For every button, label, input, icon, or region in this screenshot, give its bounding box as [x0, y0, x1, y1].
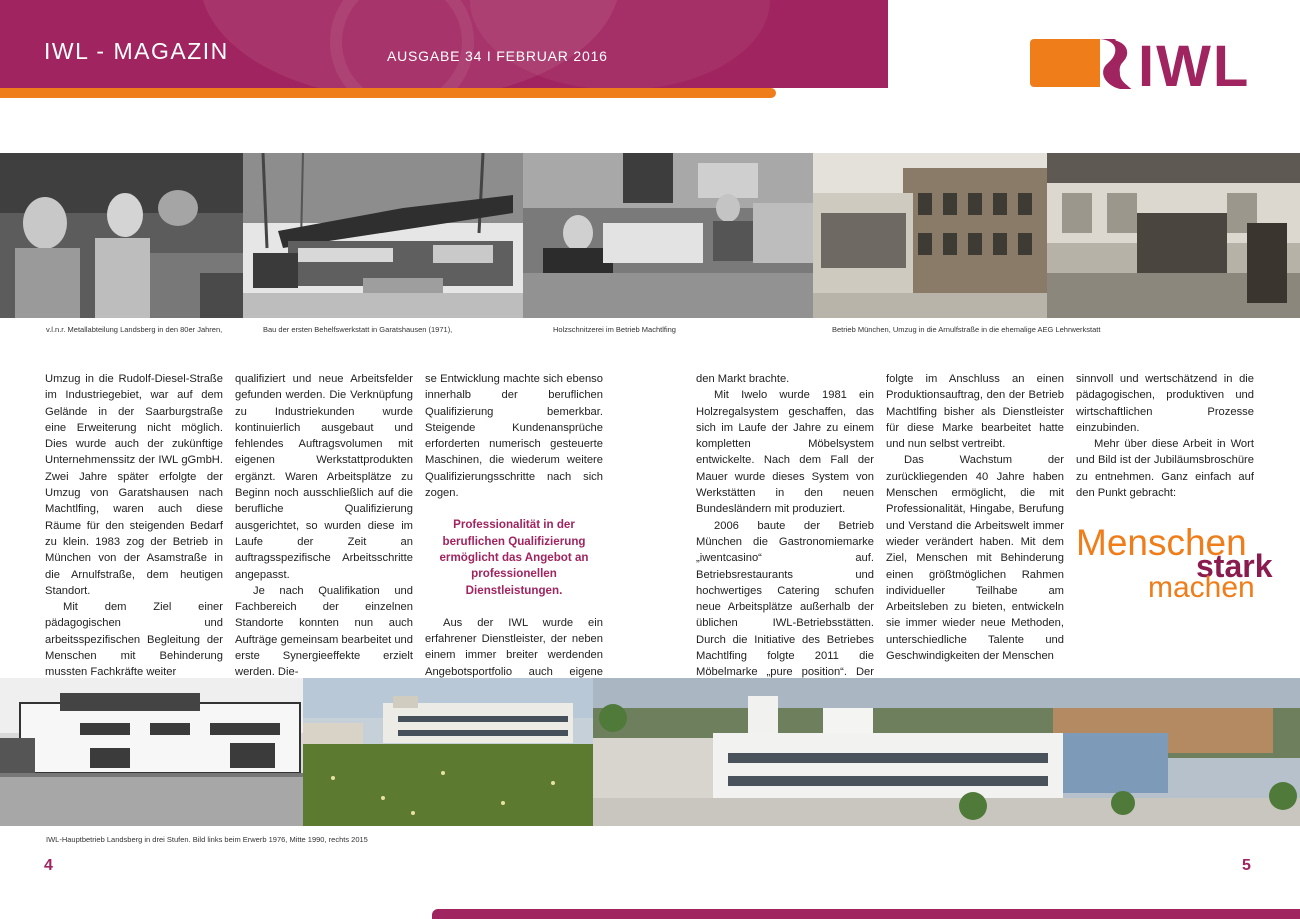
slogan-menschen: Menschen: [1076, 522, 1247, 563]
photo-metal-department: [0, 153, 243, 318]
paragraph: Aus der IWL wurde ein erfahrener Dienstleister, der neben einem immer breiter werdenden Angebotsportfolio auch eigene: [425, 616, 603, 678]
logo-text: IWL: [1138, 34, 1251, 99]
paragraph: Mit dem Ziel einer pädagogischen und arbeitsspezifischen Begleitung der Menschen mit Behinderung mussten Fachkräfte weiter: [45, 601, 223, 679]
article-column-6: [1076, 371, 1254, 501]
paragraph: den Markt brachte.: [696, 373, 790, 385]
article-column-5: [886, 371, 1064, 664]
page-number-left: 4: [44, 857, 53, 874]
slogan-machen: machen: [1148, 571, 1255, 604]
header-orange-stripe: [0, 88, 776, 98]
photo-first-workshop-construction: [243, 153, 523, 318]
caption-first-workshop: Bau der ersten Behelfswerkstatt in Garatshausen (1971),: [263, 325, 453, 334]
paragraph: Mit Iwelo wurde 1981 ein Holzregalsystem geschaffen, das sich im Laufe der Jahre zu einem kompletten Möbelsystem entwickelte. Nach dem Fall der Mauer wurde dieses System von Werkstätten in den neuen Bundesländern mit produziert.: [696, 389, 874, 516]
magazine-title: IWL - MAGAZIN: [44, 38, 229, 64]
page-number-right: 5: [1242, 857, 1251, 874]
photo-wood-carving-workshop: [523, 153, 813, 318]
iwl-logo: [1030, 34, 1251, 99]
paragraph: sinnvoll und wertschätzend in die pädagogischen, produktiven und wirtschaftlichen Prozesse einzubinden.: [1076, 373, 1254, 434]
photo-landsberg-2015: [593, 678, 1300, 826]
photo-munich-aeg-building: [813, 153, 1047, 318]
article-column-4: [696, 371, 874, 697]
article-column-1: [45, 371, 223, 681]
caption-landsberg-stages: IWL-Hauptbetrieb Landsberg in drei Stufen. Bild links beim Erwerb 1976, Mitte 1990, rechts 2015: [46, 835, 368, 844]
photo-landsberg-1976: [0, 678, 303, 826]
article-column-3: [425, 371, 603, 696]
photo-aeg-workshop-interior: [1047, 153, 1300, 318]
issue-label: AUSGABE 34 I FEBRUAR 2016: [387, 48, 608, 64]
footer-band: [432, 909, 1300, 919]
photo-landsberg-1990: [303, 678, 593, 826]
highlight-quote: Professionalität in der beruflichen Qualifizierung ermöglicht das Angebot an professionellen Dienstleistungen.: [439, 518, 589, 597]
paragraph: Je nach Qualifikation und Fachbereich der einzelnen Standorte konnten nun auch Aufträge gemeinsam bearbeitet und erste Synergieeffekte erzielt werden. Die-: [235, 584, 413, 679]
paragraph: folgte im Anschluss an einen Produktionsauftrag, den der Betrieb Machtlfing bisher als Dienstleister für diese Marke bearbeitet hatte und nun selbst vertreibt.: [886, 373, 1064, 451]
paragraph: qualifiziert und neue Arbeitsfelder gefunden werden. Die Verknüpfung zu Industriekunden wurde kontinuierlich ausgebaut und fehlendes Auftragsvolumen mit eigenen Werkstattprodukten ergänzt. Waren Arbeitsplätze zu Beginn noch ausschließlich auf die berufliche Qualifizierung ausgerichtet, so wurden diese im Laufe der Zeit an auftragsspezifische Arbeitsschritte angepasst.: [235, 373, 413, 581]
caption-metal-department: v.l.n.r. Metallabteilung Landsberg in den 80er Jahren,: [46, 325, 223, 334]
paragraph: Das Wachstum der zurückliegenden 40 Jahre haben Menschen ermöglicht, die mit Professionalität, Hingabe, Berufung und Verstand die Arbeitswelt immer wieder verändert haben. Mit dem Ziel, Menschen mit Behinderung einen größtmöglichen Rahmen individueller Teilhabe am Arbeitsleben zu bieten, entwickeln sie immer wieder neue Methoden, unterschiedliche Talente und Geschwindigkeiten der Menschen: [886, 454, 1064, 663]
paragraph: 2006 baute der Betrieb München die Gastronomiemarke „iwentcasino“ auf. Betriebsrestaurants und hochwertiges Catering schufen neue Arbeitsplätze außerhalb der üblichen IWL-Betriebsstätten. Durch die Initiative des Betriebes Machtlfing folgte 2011 die Möbelmarke „pure position“. Der: [696, 519, 874, 679]
slogan-stark: stark: [1196, 548, 1273, 584]
paragraph: Umzug in die Rudolf-Diesel-Straße im Industriegebiet, war auf dem Gelände in der Saarburgstraße eine Erweiterung nicht möglich. Dies wurde auch der zukünftige Unternehmenssitz der IWL gGmbH. Zwei Jahre später erfolgte der Umzug von Garatshausen nach Machtlfing, waren auch diese Räume für den steigenden Bedarf zu klein. 1983 zog der Betrieb in München von der Asamstraße in die Arnulfstraße, dem heutigen Standort.: [45, 373, 223, 597]
article-column-2: [235, 371, 413, 681]
caption-munich: Betrieb München, Umzug in die Arnulfstraße in die ehemalige AEG Lehrwerkstatt: [832, 325, 1101, 334]
caption-wood-carving: Holzschnitzerei im Betrieb Machtlfing: [553, 325, 676, 334]
paragraph: Mehr über diese Arbeit in Wort und Bild ist der Jubiläumsbroschüre zu entnehmen. Ganz einfach auf den Punkt gebracht:: [1076, 438, 1254, 500]
paragraph: se Entwicklung machte sich ebenso innerhalb der beruflichen Qualifizierung bemerkbar. Steigende Kundenansprüche erforderten numerisch gesteuerte Maschinen, die wiederum weitere Qualifizierungsschritte nach sich zogen.: [425, 373, 603, 500]
